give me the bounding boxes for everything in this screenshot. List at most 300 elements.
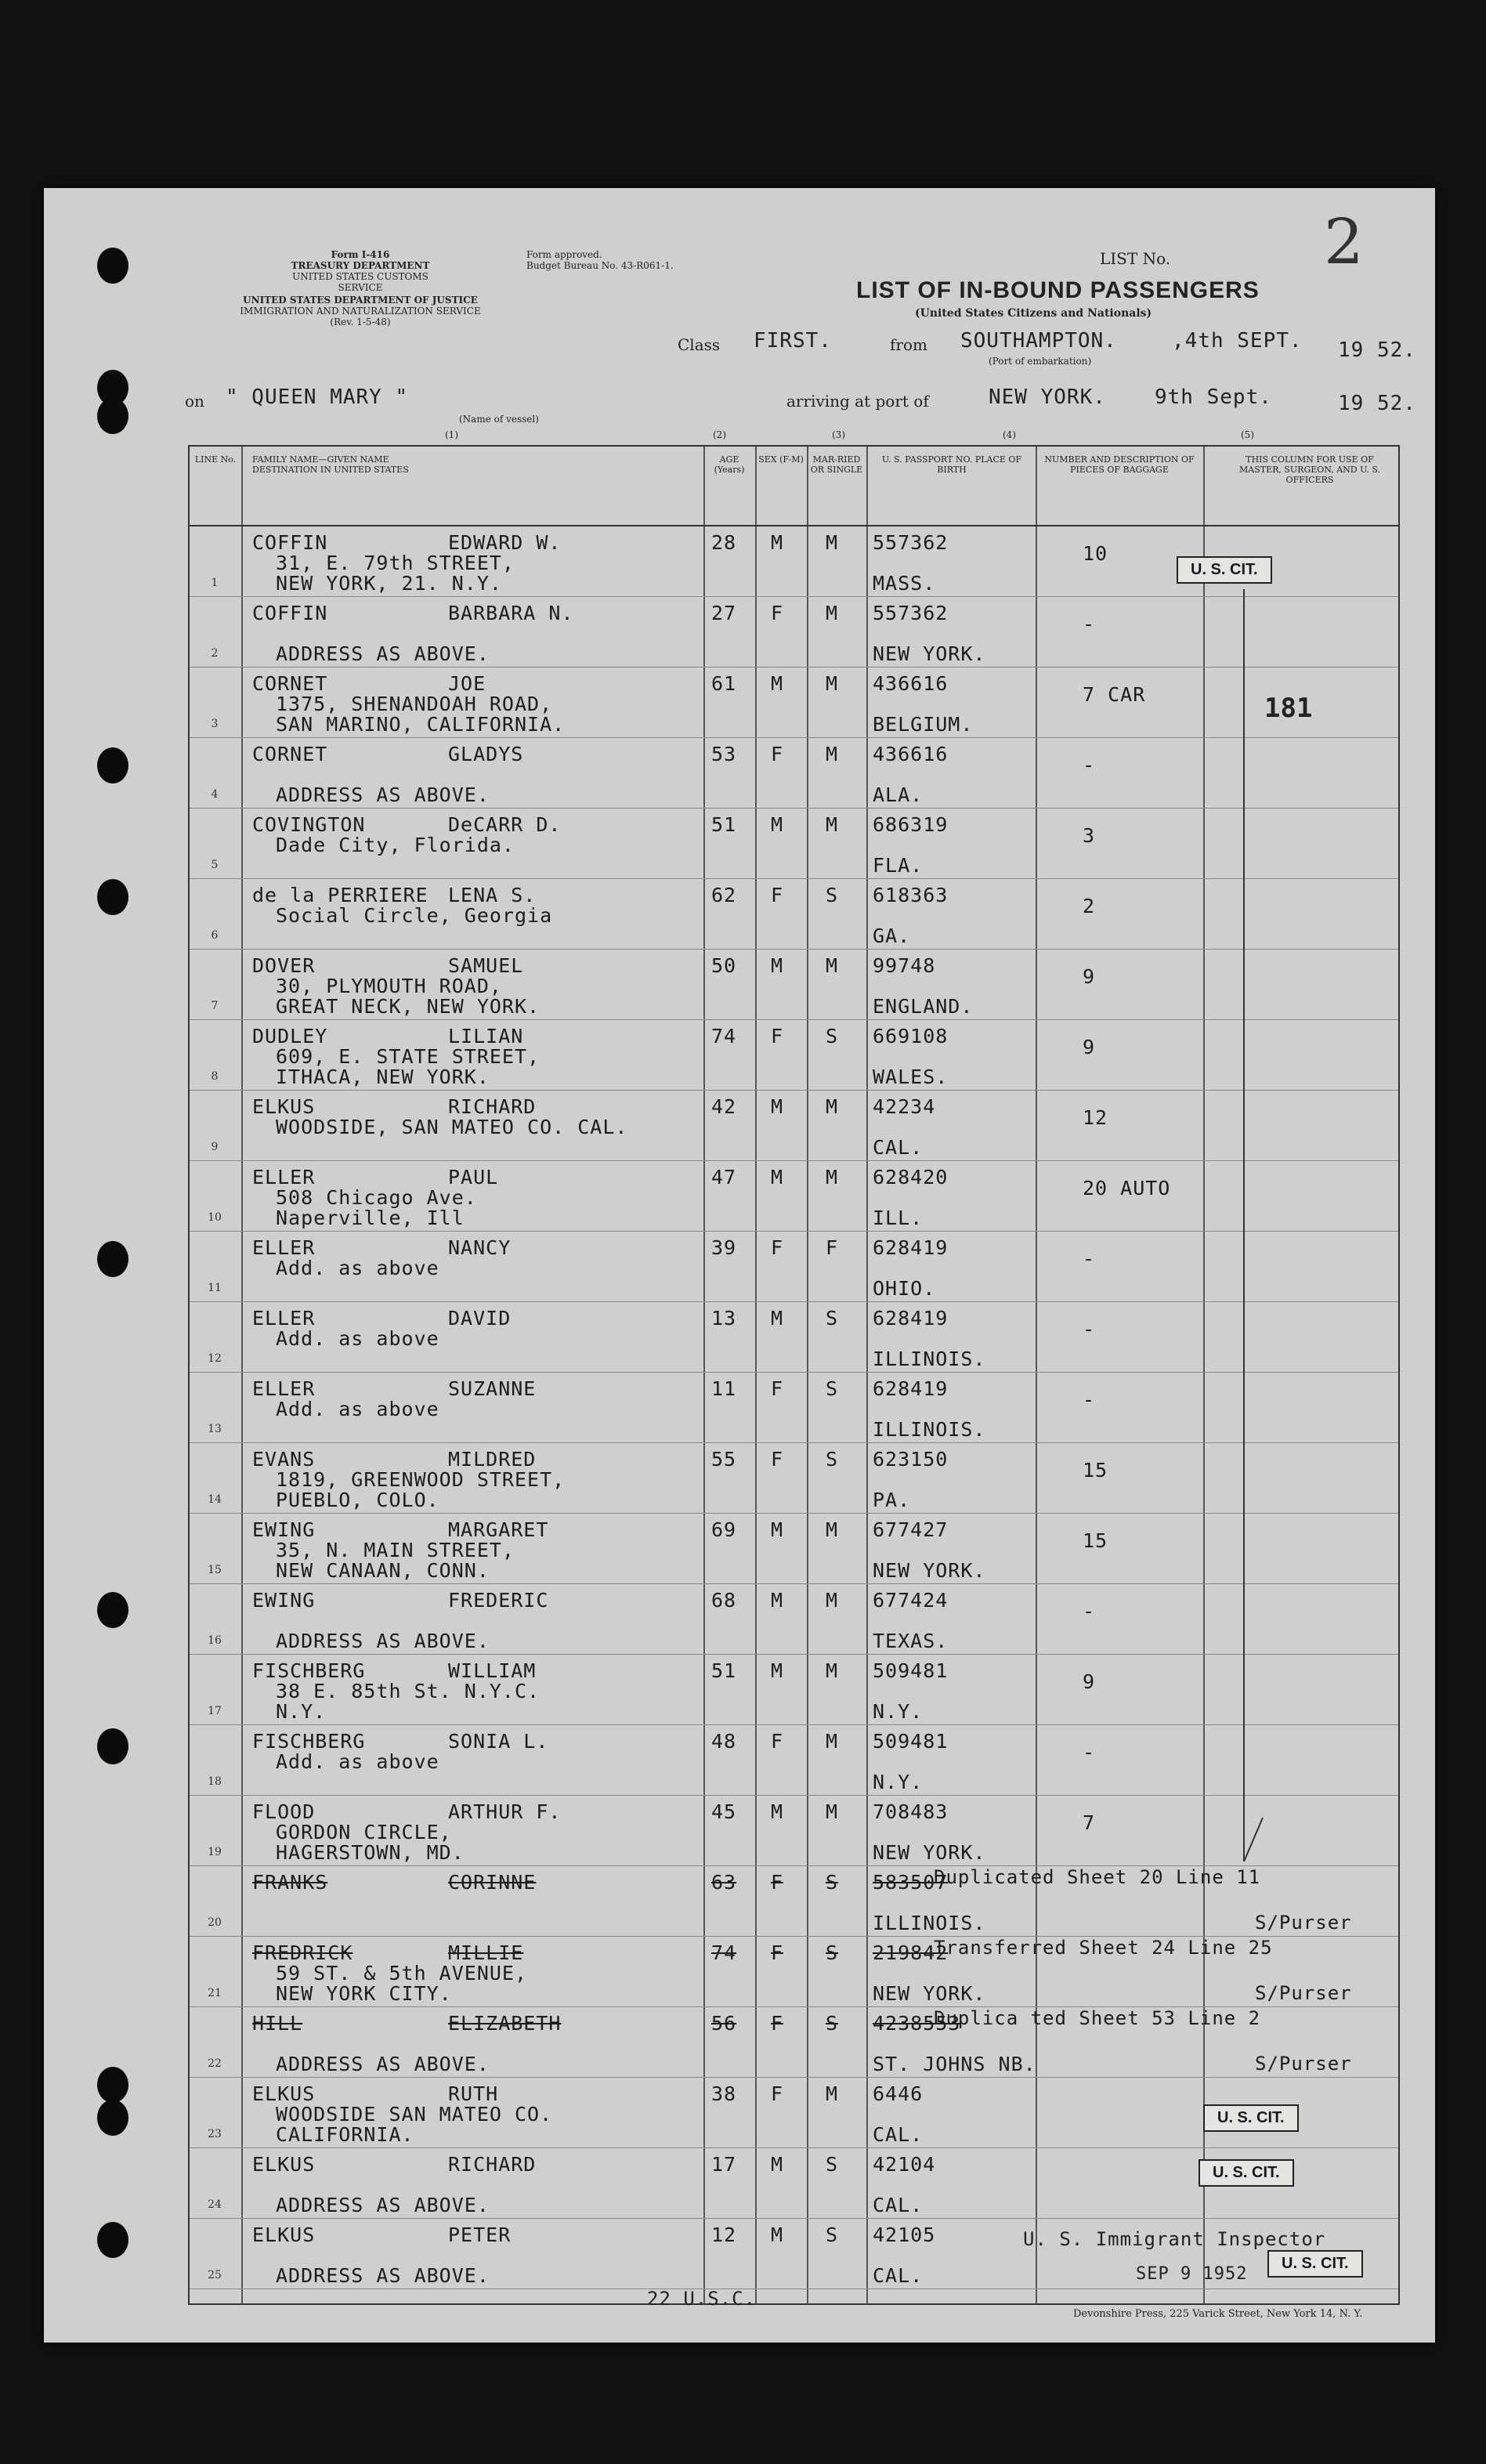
sex: M: [771, 2153, 784, 2176]
us-citizen-stamp: U. S. CIT.: [1199, 2159, 1294, 2187]
sex: M: [771, 1589, 784, 1612]
destination-line-2: SAN MARINO, CALIFORNIA.: [276, 713, 566, 736]
marital-status: M: [826, 1166, 839, 1189]
baggage: 7: [1083, 1811, 1096, 1834]
baggage: -: [1083, 1600, 1096, 1623]
family-name: FISCHBERG: [252, 1730, 366, 1753]
given-name: ARTHUR F.: [448, 1800, 562, 1823]
baggage: 12: [1083, 1106, 1108, 1129]
place-of-birth: ALA.: [873, 783, 924, 806]
destination-line-2: Naperville, Ill: [276, 1207, 465, 1229]
destination-line-1: WOODSIDE, SAN MATEO CO. CAL.: [276, 1116, 628, 1138]
given-name: MARGARET: [448, 1518, 549, 1541]
sex: F: [771, 1377, 784, 1400]
destination-line-1: 609, E. STATE STREET,: [276, 1045, 541, 1068]
col-index-3: (3): [832, 429, 845, 440]
header-name: FAMILY NAME—GIVEN NAME DESTINATION IN UNITED STATES: [252, 454, 409, 475]
sex: F: [771, 602, 784, 624]
justice-dept: UNITED STATES DEPARTMENT OF JUSTICE: [243, 295, 478, 306]
duplicate-note: Duplica ted Sheet 53 Line 2: [934, 2007, 1261, 2029]
given-name: GLADYS: [448, 743, 524, 765]
sex: M: [771, 2223, 784, 2246]
family-name: ELKUS: [252, 1095, 316, 1118]
sex: F: [771, 743, 784, 765]
destination-line-2: GREAT NECK, NEW YORK.: [276, 995, 541, 1018]
us-citizen-stamp: U. S. CIT.: [1203, 2104, 1299, 2132]
sex: F: [771, 2082, 784, 2105]
age: 63: [711, 1871, 737, 1894]
destination-line-2: ITHACA, NEW YORK.: [276, 1066, 490, 1088]
header-officers: THIS COLUMN FOR USE OF MASTER, SURGEON, AND U. S. OFFICERS: [1238, 454, 1380, 485]
given-name: SAMUEL: [448, 954, 524, 977]
destination-line-2: ADDRESS AS ABOVE.: [276, 2264, 490, 2287]
marital-status: M: [826, 1800, 839, 1823]
sex: F: [771, 884, 784, 906]
baggage: 3: [1083, 824, 1096, 847]
place-of-birth: ILL.: [873, 1207, 924, 1229]
destination-line-2: NEW CANAAN, CONN.: [276, 1559, 490, 1582]
given-name: RUTH: [448, 2082, 499, 2105]
passport-number: 6446: [873, 2082, 924, 2105]
inspection-date-stamp: SEP 9 1952: [1136, 2264, 1248, 2284]
passport-number: 219842: [873, 1941, 949, 1964]
sex: F: [771, 1448, 784, 1471]
destination-line-2: NEW YORK CITY.: [276, 1982, 452, 2005]
age: 27: [711, 602, 737, 624]
list-no-label: LIST No.: [1100, 249, 1171, 268]
purser-signature: S/Purser: [1255, 2053, 1352, 2075]
line-number: 4: [211, 788, 219, 801]
header-age: AGE (Years): [714, 454, 745, 475]
destination-line-1: Social Circle, Georgia: [276, 904, 553, 927]
baggage: 9: [1083, 1036, 1096, 1058]
given-name: ELIZABETH: [448, 2012, 562, 2035]
destination-line-1: 59 ST. & 5th AVENUE,: [276, 1962, 528, 1985]
destination-line-1: 1819, GREENWOOD STREET,: [276, 1468, 566, 1491]
passport-number: 557362: [873, 602, 949, 624]
marital-status: S: [826, 1941, 839, 1964]
marital-status: M: [826, 743, 839, 765]
passport-number: 669108: [873, 1025, 949, 1047]
duplicate-note: Duplicated Sheet 20 Line 11: [934, 1866, 1261, 1888]
family-name: DOVER: [252, 954, 316, 977]
family-name: de la PERRIERE: [252, 884, 428, 906]
destination-line-1: 508 Chicago Ave.: [276, 1186, 477, 1209]
destination-line-1: GORDON CIRCLE,: [276, 1821, 452, 1843]
destination-line-2: ADDRESS AS ABOVE.: [276, 2053, 490, 2075]
marital-status: S: [826, 1025, 839, 1047]
col-index-4: (4): [1003, 429, 1016, 440]
age: 74: [711, 1025, 737, 1047]
marital-status: S: [826, 884, 839, 906]
purser-signature: S/Purser: [1255, 1982, 1352, 2004]
age: 51: [711, 813, 737, 836]
header-passport: U. S. PASSPORT NO. PLACE OF BIRTH: [881, 454, 1022, 475]
family-name: CORNET: [252, 672, 328, 695]
family-name: ELLER: [252, 1307, 316, 1330]
age: 11: [711, 1377, 737, 1400]
line-number: 12: [208, 1352, 222, 1365]
age: 56: [711, 2012, 737, 2035]
given-name: BARBARA N.: [448, 602, 574, 624]
place-of-birth: CAL.: [873, 2264, 924, 2287]
family-name: ELLER: [252, 1377, 316, 1400]
family-name: ELKUS: [252, 2082, 316, 2105]
sex: M: [771, 954, 784, 977]
sail-year: 19 52.: [1338, 338, 1416, 362]
line-number: 11: [208, 1282, 222, 1294]
destination-line-2: PUEBLO, COLO.: [276, 1489, 439, 1511]
printer-imprint: Devonshire Press, 225 Varick Street, New York 14, N. Y.: [1073, 2308, 1363, 2320]
line-number: 8: [211, 1070, 219, 1083]
passport-number: 42104: [873, 2153, 936, 2176]
given-name: SUZANNE: [448, 1377, 537, 1400]
destination-line-1: Add. as above: [276, 1327, 439, 1350]
family-name: COFFIN: [252, 602, 328, 624]
baggage: -: [1083, 1318, 1096, 1341]
vessel-note: (Name of vessel): [459, 414, 539, 425]
line-number: 1: [211, 577, 219, 589]
age: 68: [711, 1589, 737, 1612]
given-name: LILIAN: [448, 1025, 524, 1047]
form-title: LIST OF IN-BOUND PASSENGERS: [856, 277, 1260, 303]
line-number: 15: [208, 1564, 222, 1576]
destination-line-1: Add. as above: [276, 1398, 439, 1420]
age: 39: [711, 1236, 737, 1259]
us-citizen-stamp: U. S. CIT.: [1267, 2250, 1363, 2278]
form-approved: Form approved.: [526, 249, 602, 260]
purser-signature: S/Purser: [1255, 1912, 1352, 1934]
passport-number: 557362: [873, 531, 949, 554]
place-of-birth: BELGIUM.: [873, 713, 974, 736]
marital-status: S: [826, 2153, 839, 2176]
destination-line-2: N.Y.: [276, 1700, 327, 1723]
given-name: RICHARD: [448, 2153, 537, 2176]
passport-number: 42234: [873, 1095, 936, 1118]
family-name: COVINGTON: [252, 813, 366, 836]
arrival-year: 19 52.: [1338, 392, 1416, 415]
destination-line-1: Add. as above: [276, 1750, 439, 1773]
given-name: LENA S.: [448, 884, 537, 906]
destination-line-1: 31, E. 79th STREET,: [276, 552, 515, 574]
destination-line-2: NEW YORK, 21. N.Y.: [276, 572, 502, 595]
duplicate-note: Transferred Sheet 24 Line 25: [934, 1937, 1273, 1959]
place-of-birth: WALES.: [873, 1066, 949, 1088]
sex: M: [771, 1800, 784, 1823]
line-number: 19: [208, 1846, 222, 1858]
sex: M: [771, 1166, 784, 1189]
age: 62: [711, 884, 737, 906]
class-label: Class: [678, 335, 721, 354]
age: 12: [711, 2223, 737, 2246]
place-of-birth: ILLINOIS.: [873, 1348, 986, 1370]
form-number: Form I-416: [331, 249, 390, 260]
destination-line-1: 38 E. 85th St. N.Y.C.: [276, 1680, 541, 1702]
passport-number: 623150: [873, 1448, 949, 1471]
baggage: -: [1083, 1247, 1096, 1270]
given-name: CORINNE: [448, 1871, 537, 1894]
sex: F: [771, 1871, 784, 1894]
destination-line-2: HAGERSTOWN, MD.: [276, 1841, 465, 1864]
sex: M: [771, 1095, 784, 1118]
passport-number: 628419: [873, 1236, 949, 1259]
family-name: EWING: [252, 1518, 316, 1541]
destination-line-1: 1375, SHENANDOAH ROAD,: [276, 693, 553, 715]
sex: F: [771, 2012, 784, 2035]
line-number: 24: [208, 2198, 222, 2211]
destination-line-1: WOODSIDE SAN MATEO CO.: [276, 2103, 553, 2126]
place-of-birth: N.Y.: [873, 1771, 924, 1793]
passport-number: 628420: [873, 1166, 949, 1189]
given-name: RICHARD: [448, 1095, 537, 1118]
sex: F: [771, 1025, 784, 1047]
marital-status: S: [826, 1448, 839, 1471]
marital-status: S: [826, 1871, 839, 1894]
baggage: -: [1083, 613, 1096, 635]
line-number: 3: [211, 718, 219, 730]
line-number: 6: [211, 929, 219, 942]
sail-date: ,4th SEPT.: [1172, 329, 1303, 353]
statute-reference: 22 U.S.C.: [647, 2288, 757, 2310]
line-number: 21: [208, 1987, 222, 1999]
sex: M: [771, 1659, 784, 1682]
family-name: FREDRICK: [252, 1941, 353, 1964]
marital-status: M: [826, 672, 839, 695]
passport-number: 583507: [873, 1871, 949, 1894]
passport-number: 628419: [873, 1307, 949, 1330]
line-number: 2: [211, 647, 219, 660]
header-baggage: NUMBER AND DESCRIPTION OF PIECES OF BAGGAGE: [1044, 454, 1195, 475]
age: 17: [711, 2153, 737, 2176]
place-of-birth: PA.: [873, 1489, 911, 1511]
passport-number: 4238553: [873, 2012, 961, 2035]
sex: F: [771, 1730, 784, 1753]
passport-number: 628419: [873, 1377, 949, 1400]
marital-status: M: [826, 602, 839, 624]
class-value: FIRST.: [754, 329, 832, 353]
line-number: 17: [208, 1705, 222, 1717]
sex: M: [771, 1518, 784, 1541]
marital-status: S: [826, 1377, 839, 1400]
age: 61: [711, 672, 737, 695]
marital-status: F: [826, 1236, 839, 1259]
immigrant-inspector: U. S. Immigrant Inspector: [1023, 2228, 1326, 2250]
passport-number: 99748: [873, 954, 936, 977]
family-name: DUDLEY: [252, 1025, 328, 1047]
passport-number: 677427: [873, 1518, 949, 1541]
age: 45: [711, 1800, 737, 1823]
header-sex: SEX (F-M): [758, 454, 804, 465]
family-name: ELLER: [252, 1166, 316, 1189]
destination-line-2: ADDRESS AS ABOVE.: [276, 783, 490, 806]
baggage: -: [1083, 1741, 1096, 1764]
sex: F: [771, 1236, 784, 1259]
marital-status: M: [826, 1518, 839, 1541]
from-value: SOUTHAMPTON.: [960, 329, 1117, 353]
col-index-2: (2): [713, 429, 726, 440]
marital-status: M: [826, 531, 839, 554]
passport-number: 42105: [873, 2223, 936, 2246]
given-name: DAVID: [448, 1307, 512, 1330]
line-number: 20: [208, 1916, 222, 1929]
family-name: EWING: [252, 1589, 316, 1612]
us-citizen-stamp: U. S. CIT.: [1177, 556, 1272, 584]
given-name: FREDERIC: [448, 1589, 549, 1612]
treasury-dept: TREASURY DEPARTMENT: [291, 260, 430, 271]
passport-number: 509481: [873, 1730, 949, 1753]
baggage: -: [1083, 754, 1096, 776]
age: 50: [711, 954, 737, 977]
destination-line-1: 35, N. MAIN STREET,: [276, 1539, 515, 1561]
col-index-1: (1): [445, 429, 458, 440]
passport-number: 708483: [873, 1800, 949, 1823]
marital-status: M: [826, 1659, 839, 1682]
marital-status: M: [826, 1095, 839, 1118]
list-number: 2: [1324, 205, 1364, 278]
given-name: MILDRED: [448, 1448, 537, 1471]
from-label: from: [890, 335, 927, 354]
destination-line-2: ADDRESS AS ABOVE.: [276, 2194, 490, 2216]
destination-line-1: 30, PLYMOUTH ROAD,: [276, 975, 502, 997]
given-name: PAUL: [448, 1166, 499, 1189]
marital-status: M: [826, 2082, 839, 2105]
line-number: 13: [208, 1423, 222, 1435]
col-index-5: (5): [1241, 429, 1254, 440]
age: 74: [711, 1941, 737, 1964]
age: 48: [711, 1730, 737, 1753]
baggage: 15: [1083, 1459, 1108, 1482]
destination-line-2: CALIFORNIA.: [276, 2123, 414, 2146]
marital-status: M: [826, 1589, 839, 1612]
destination-line-1: Dade City, Florida.: [276, 834, 515, 856]
header-line-no: LINE No.: [194, 454, 237, 465]
given-name: SONIA L.: [448, 1730, 549, 1753]
given-name: DeCARR D.: [448, 813, 562, 836]
age: 47: [711, 1166, 737, 1189]
marital-status: S: [826, 1307, 839, 1330]
baggage: 20 AUTO: [1083, 1177, 1171, 1199]
marital-status: S: [826, 2012, 839, 2035]
line-number: 14: [208, 1493, 222, 1506]
arrival-date: 9th Sept.: [1155, 385, 1272, 409]
destination-line-1: Add. as above: [276, 1257, 439, 1279]
family-name: COFFIN: [252, 531, 328, 554]
on-label: on: [185, 392, 204, 411]
budget-bureau: Budget Bureau No. 43-R061-1.: [526, 260, 674, 271]
family-name: ELKUS: [252, 2223, 316, 2246]
line-number: 9: [211, 1141, 219, 1153]
place-of-birth: ENGLAND.: [873, 995, 974, 1018]
family-name: FLOOD: [252, 1800, 316, 1823]
place-of-birth: N.Y.: [873, 1700, 924, 1723]
baggage: 9: [1083, 1670, 1096, 1693]
embark-note: (Port of embarkation): [989, 356, 1092, 367]
place-of-birth: NEW YORK.: [873, 1982, 986, 2005]
age: 13: [711, 1307, 737, 1330]
customs-service: UNITED STATES CUSTOMS SERVICE: [292, 271, 428, 293]
arrival-port: NEW YORK.: [989, 385, 1106, 409]
destination-line-2: ADDRESS AS ABOVE.: [276, 1630, 490, 1652]
place-of-birth: ILLINOIS.: [873, 1418, 986, 1441]
destination-line-2: ADDRESS AS ABOVE.: [276, 642, 490, 665]
passport-number: 436616: [873, 672, 949, 695]
form-subtitle: (United States Citizens and Nationals): [915, 307, 1152, 320]
given-name: EDWARD W.: [448, 531, 562, 554]
age: 38: [711, 2082, 737, 2105]
ins-service: IMMIGRATION AND NATURALIZATION SERVICE: [240, 306, 481, 317]
passport-number: 686319: [873, 813, 949, 836]
age: 28: [711, 531, 737, 554]
family-name: CORNET: [252, 743, 328, 765]
sex: M: [771, 531, 784, 554]
baggage: 10: [1083, 542, 1108, 565]
line-number: 10: [208, 1211, 222, 1224]
passport-number: 509481: [873, 1659, 949, 1682]
baggage: -: [1083, 1388, 1096, 1411]
vessel-name: " QUEEN MARY ": [226, 385, 409, 409]
sex: F: [771, 1941, 784, 1964]
age: 69: [711, 1518, 737, 1541]
family-name: EVANS: [252, 1448, 316, 1471]
form-revision: (Rev. 1-5-48): [330, 317, 391, 327]
line-number: 7: [211, 1000, 219, 1012]
line-number: 16: [208, 1634, 222, 1647]
sex: M: [771, 672, 784, 695]
place-of-birth: ILLINOIS.: [873, 1912, 986, 1934]
marital-status: S: [826, 2223, 839, 2246]
baggage: 7 CAR: [1083, 683, 1146, 706]
line-number: 5: [211, 859, 219, 871]
place-of-birth: GA.: [873, 924, 911, 947]
baggage: 15: [1083, 1529, 1108, 1552]
age: 53: [711, 743, 737, 765]
age: 42: [711, 1095, 737, 1118]
passenger-count: 181: [1264, 693, 1313, 724]
given-name: MILLIE: [448, 1941, 524, 1964]
marital-status: M: [826, 954, 839, 977]
line-number: 22: [208, 2057, 222, 2070]
baggage: 9: [1083, 965, 1096, 988]
place-of-birth: CAL.: [873, 2194, 924, 2216]
given-name: JOE: [448, 672, 486, 695]
age: 51: [711, 1659, 737, 1682]
place-of-birth: CAL.: [873, 2123, 924, 2146]
place-of-birth: OHIO.: [873, 1277, 936, 1300]
passport-number: 436616: [873, 743, 949, 765]
age: 55: [711, 1448, 737, 1471]
header-married: MAR-RIED OR SINGLE: [810, 454, 863, 475]
family-name: FISCHBERG: [252, 1659, 366, 1682]
family-name: ELLER: [252, 1236, 316, 1259]
place-of-birth: ST. JOHNS NB.: [873, 2053, 1036, 2075]
arriving-label: arriving at port of: [786, 392, 929, 411]
place-of-birth: MASS.: [873, 572, 936, 595]
marital-status: M: [826, 1730, 839, 1753]
given-name: PETER: [448, 2223, 512, 2246]
line-number: 23: [208, 2128, 222, 2140]
place-of-birth: TEXAS.: [873, 1630, 949, 1652]
passport-number: 677424: [873, 1589, 949, 1612]
sex: M: [771, 1307, 784, 1330]
place-of-birth: NEW YORK.: [873, 1841, 986, 1864]
passport-number: 618363: [873, 884, 949, 906]
place-of-birth: FLA.: [873, 854, 924, 877]
sex: M: [771, 813, 784, 836]
place-of-birth: NEW YORK.: [873, 1559, 986, 1582]
given-name: WILLIAM: [448, 1659, 537, 1682]
line-number: 25: [208, 2269, 222, 2281]
baggage: 2: [1083, 895, 1096, 917]
